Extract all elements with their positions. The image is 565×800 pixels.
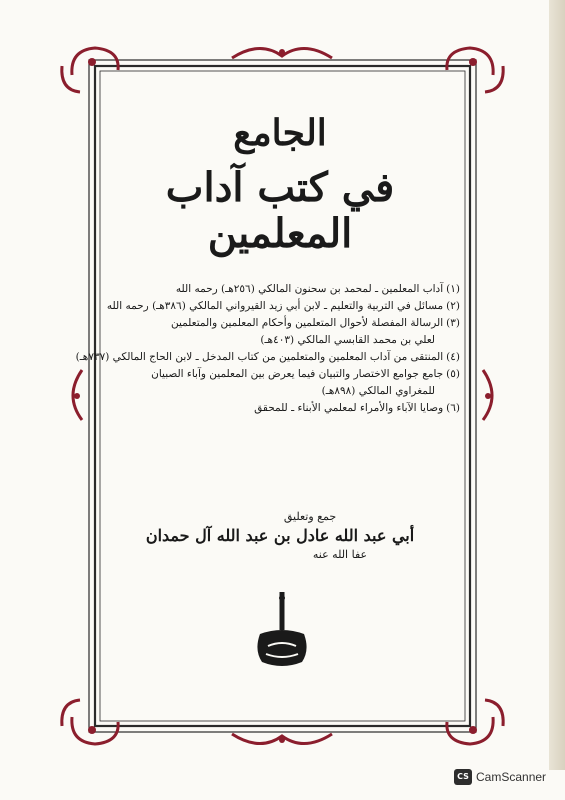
contents-item: (٤)المنتقى من آداب المعلمين والمتعلمين من كتاب المدخل ـ لابن الحاج المالكي (٧٣٧هـ) bbox=[75, 351, 460, 363]
contents-item: (٥)جامع جوامع الاختصار والتبيان فيما يعرض بين المعلمين وآباء الصبيان bbox=[151, 368, 460, 380]
camscanner-logo-icon: CS bbox=[454, 769, 472, 785]
book-title-subtitle: في كتب آداب المعلمين bbox=[165, 164, 395, 257]
contents-item: (١)آداب المعلمين ـ لمحمد بن سحنون المالكي (٢٥٦هـ) رحمه الله bbox=[175, 283, 460, 295]
corner-ornament-top-right-icon bbox=[447, 48, 503, 92]
contents-item-continuation: للمغراوي المالكي (٨٩٨هـ) bbox=[321, 385, 435, 397]
top-center-ornament-icon bbox=[232, 48, 332, 58]
corner-ornament-bottom-right-icon bbox=[447, 700, 503, 744]
bottom-center-ornament-icon bbox=[232, 734, 332, 744]
contents-list bbox=[75, 281, 460, 417]
compiler-block bbox=[100, 509, 460, 563]
book-title-main: الجامع bbox=[233, 112, 327, 154]
camscanner-watermark bbox=[454, 769, 546, 785]
corner-ornament-top-left-icon bbox=[62, 48, 118, 92]
corner-ornament-bottom-left-icon bbox=[62, 700, 118, 744]
publisher-logo-icon bbox=[252, 590, 314, 670]
contents-item-continuation: لعلي بن محمد القابسي المالكي (٤٠٣هـ) bbox=[260, 334, 435, 346]
contents-item: (٢)مسائل في التربية والتعليم ـ لابن أبي زيد القيرواني المالكي (٣٨٦هـ) رحمه الله bbox=[106, 300, 460, 312]
camscanner-label: CamScanner bbox=[476, 770, 547, 784]
left-center-ornament-icon bbox=[73, 370, 82, 420]
compiler-label: جمع وتعليق bbox=[283, 510, 337, 523]
contents-item: (٣)الرسالة المفصلة لأحوال المتعلمين وأحكام المعلمين والمتعلمين bbox=[170, 317, 460, 329]
compiler-name: أبي عبد الله عادل بن عبد الله آل حمدان bbox=[145, 526, 415, 545]
contents-item: (٦)وصايا الآباء والأمراء لمعلمي الأبناء ـ للمحقق bbox=[254, 402, 460, 414]
right-center-ornament-icon bbox=[483, 370, 492, 420]
compiler-note: عفا الله عنه bbox=[312, 548, 368, 561]
